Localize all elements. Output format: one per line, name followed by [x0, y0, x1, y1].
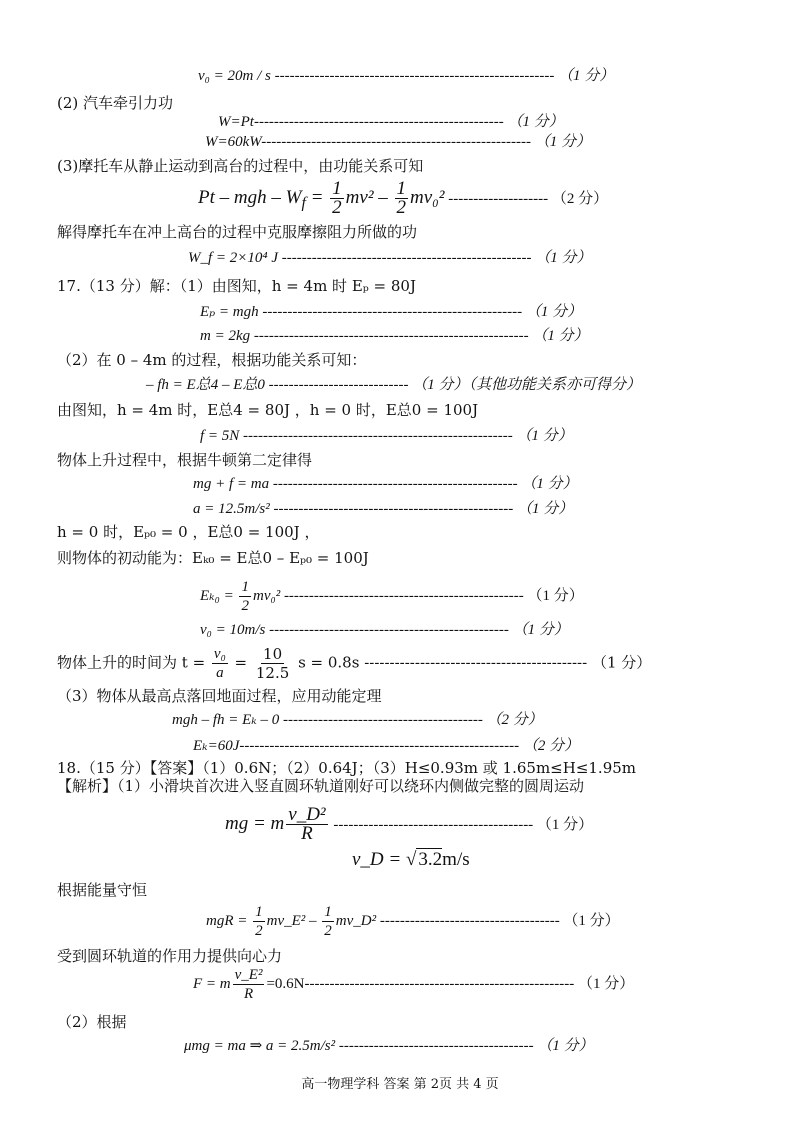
line-a-12-5: a = 12.5m/s² ------------------------------------------------ （1 分）: [193, 501, 574, 517]
text-newton-second: 物体上升过程中，根据牛顿第二定律得: [57, 451, 313, 469]
heading-q17-part2: （2）在 0 – 4m 的过程，根据功能关系可知：: [57, 351, 367, 369]
text-q18-analysis: 【解析】（1）小滑块首次进入竖直圆环轨道刚好可以绕环内侧做完整的圆周运动: [57, 777, 585, 795]
heading-traction-work: (2) 汽车牵引力功: [57, 94, 174, 112]
line-ep-mgh: Eₚ = mgh ---------------------------------------------------- （1 分）: [200, 304, 583, 320]
line-w-pt: W=Pt-------------------------------------------------- （1 分）: [218, 114, 564, 130]
text-from-graph: 由图知，h = 4m 时，E总4 = 80J ，h = 0 时，E总0 = 100J: [57, 401, 479, 419]
heading-q18-answer: 18.（15 分）【答案】（1）0.6N；（2）0.64J；（3）H≤0.93m 或 1.65m≤H≤1.95m: [57, 759, 637, 777]
page-footer: 高一物理学科 答案 第 2页 共 4 页: [301, 1077, 499, 1092]
line-mg-f-ma: mg + f = ma ------------------------------------------------- （1 分）: [193, 476, 578, 492]
line-ek-60j: Eₖ=60J-------------------------------------------------------- （2 分）: [193, 738, 580, 754]
heading-motorcycle-process: (3)摩托车从静止运动到高台的过程中，由功能关系可知: [57, 157, 424, 175]
heading-q17: 17.（13 分）解：（1）由图知，h = 4m 时 Eₚ = 80J: [57, 277, 416, 295]
line-fh-energy: – fh = E总4 – E总0 ---------------------------- （1 分）（其他功能关系亦可得分）: [146, 377, 641, 393]
equation-energy-motorcycle: Pt – mgh – $W_f$ = $\frac{1}{2}$ mv² – $\frac{1}{2}$ mv₀² -------------------- （2 分）: [198, 178, 609, 218]
line-kinetic-theorem: mgh – fh = Eₖ – 0 ---------------------------------------- （2 分）: [172, 712, 543, 728]
text-energy-conservation: 根据能量守恒: [57, 881, 148, 899]
equation-ek0: Eₖ₀ = $\frac{1}{2}$ mv₀² ------------------------------------------------ （1 分）: [200, 579, 584, 614]
text-initial-ke: 则物体的初动能为：Eₖ₀ = E总0 – Eₚ₀ = 100J: [57, 549, 369, 567]
equation-mgr: mgR = $\frac{1}{2}$ mv_E² – $\frac{1}{2}$ mv_D² ------------------------------------ （1 分）: [206, 904, 620, 939]
text-friction-work: 解得摩托车在冲上高台的过程中克服摩擦阻力所做的功: [57, 223, 418, 241]
equation-centripetal-top: mg = m $\frac{\text{v\_D²}}{R}$ ---------------------------------------- （1 分）: [225, 804, 594, 844]
line-w-60kw: W=60kW------------------------------------------------------ （1 分）: [205, 134, 591, 150]
text-centripetal-force: 受到圆环轨道的作用力提供向心力: [57, 947, 283, 965]
equation-vd: v_D = √ 3.2m/s: [352, 849, 470, 870]
line-wf-result: W_f = 2×10⁴ J -------------------------------------------------- （1 分）: [188, 250, 592, 266]
line-m-2kg: m = 2kg ------------------------------------------------------- （1 分）: [200, 328, 589, 344]
line-friction-accel: μmg = ma ⇒ a = 2.5m/s² --------------------------------------- （1 分）: [184, 1038, 594, 1054]
equation-time: 物体上升的时间为 t = $\frac{\text{v₀}}{a}$ = $\frac{10}{12.5}$ s = 0.8s -------------------------------------------- （1 分）: [57, 645, 652, 682]
line-v0-10: v₀ = 10m/s ------------------------------------------------ （1 分）: [200, 622, 569, 638]
line-f-5n: f = 5N ------------------------------------------------------ （1 分）: [200, 428, 573, 444]
heading-q17-part3: （3）物体从最高点落回地面过程，应用动能定理: [57, 687, 382, 705]
equation-force-f: F = m $\frac{\text{v\_E²}}{R}$ =0.6N------------------------------------------------------ （1 分）: [193, 967, 635, 1002]
text-h0-condition: h = 0 时，Eₚ₀ = 0 ，E总0 = 100J ，: [57, 523, 320, 541]
line-v0-20: v₀ = 20m / s -------------------------------------------------------- （1 分）: [198, 68, 615, 84]
heading-q18-part2: （2）根据: [57, 1013, 127, 1031]
